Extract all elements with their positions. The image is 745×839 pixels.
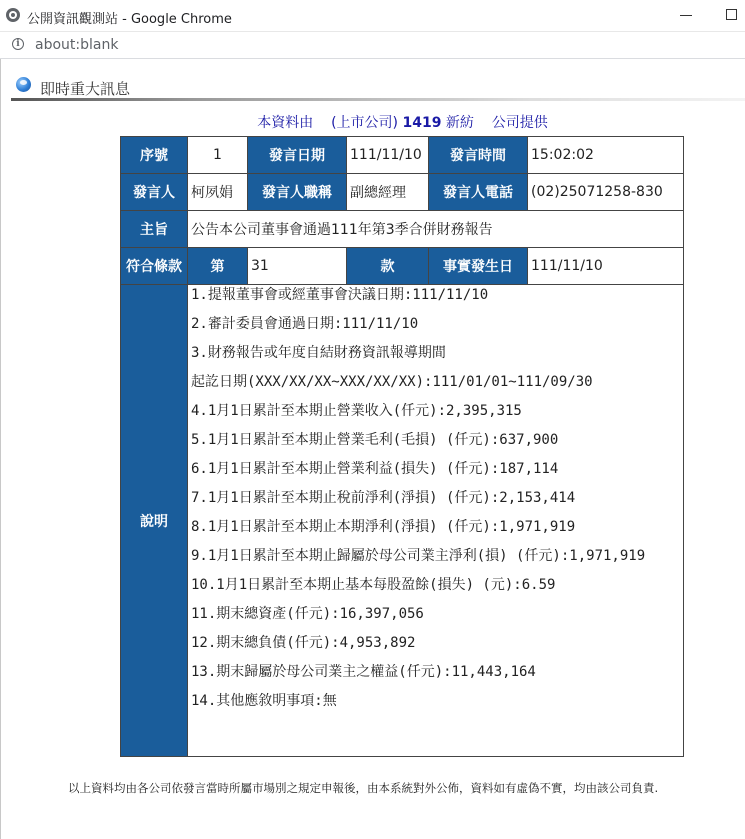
description-line: 2.審計委員會通過日期:111/11/10 — [191, 316, 419, 332]
speaker-title-label: 發言人職稱 — [248, 174, 347, 211]
description-line: 8.1月1日累計至本期止本期淨利(淨損) (仟元):1,971,919 — [191, 519, 576, 535]
subject-value: 公告本公司董事會通過111年第3季合併財務報告 — [188, 211, 684, 248]
phone-value: (02)25071258-830 — [528, 174, 684, 211]
date-value: 111/11/10 — [347, 137, 429, 174]
window-titlebar — [0, 0, 745, 32]
announcement-table — [120, 136, 684, 757]
maximize-icon[interactable] — [726, 9, 737, 20]
description-line: 6.1月1日累計至本期止營業利益(損失) (仟元):187,114 — [191, 461, 559, 477]
address-bar[interactable] — [0, 32, 745, 59]
table-row — [121, 285, 684, 757]
description-line: 4.1月1日累計至本期止營業收入(仟元):2,395,315 — [191, 403, 522, 419]
description-line: 1.提報董事會或經董事會決議日期:111/11/10 — [191, 287, 489, 303]
clause-suffix: 款 — [347, 248, 429, 285]
page-title: 即時重大訊息 — [40, 80, 131, 98]
disclaimer-footer: 以上資料均由各公司依發言當時所屬市場別之規定申報後，由本系統對外公佈，資料如有虛偽不實，均由該公司負責. — [68, 781, 659, 795]
minimize-icon[interactable] — [680, 15, 692, 16]
description-line: 13.期末歸屬於母公司業主之權益(仟元):11,443,164 — [191, 664, 536, 680]
description-line: 起訖日期(XXX/XX/XX~XXX/XX/XX):111/01/01~111/09/30 — [191, 374, 593, 390]
time-label: 發言時間 — [429, 137, 528, 174]
speaker-label: 發言人 — [121, 174, 188, 211]
event-date-label: 事實發生日 — [429, 248, 528, 285]
description-line: 5.1月1日累計至本期止營業毛利(毛損) (仟元):637,900 — [191, 432, 559, 448]
description-label: 說明 — [121, 285, 188, 757]
window-left-border — [0, 59, 1, 839]
table-row — [121, 137, 684, 174]
speaker-title-value: 副總經理 — [347, 174, 429, 211]
info-icon[interactable]: i — [12, 38, 24, 50]
description-line: 12.期末總負債(仟元):4,953,892 — [191, 635, 416, 651]
speaker-value: 柯夙娟 — [188, 174, 248, 211]
provider-line — [0, 112, 745, 132]
table-row — [121, 174, 684, 211]
description-line: 10.1月1日累計至本期止基本每股盈餘(損失) (元):6.59 — [191, 577, 556, 593]
event-date-value: 111/11/10 — [528, 248, 684, 285]
phone-label: 發言人電話 — [429, 174, 528, 211]
date-label: 發言日期 — [248, 137, 347, 174]
description-line: 9.1月1日累計至本期止歸屬於母公司業主淨利(損) (仟元):1,971,919 — [191, 548, 646, 564]
description-line: 14.其他應敘明事項:無 — [191, 693, 337, 709]
serial-label: 序號 — [121, 137, 188, 174]
table-row — [121, 248, 684, 285]
table-row — [121, 211, 684, 248]
provider-code: 1419 — [402, 115, 442, 131]
description-line: 3.財務報告或年度自結財務資訊報導期間 — [191, 345, 446, 361]
window-title: 公開資訊觀測站 - Google Chrome — [27, 12, 232, 27]
clause-value: 31 — [248, 248, 347, 285]
provider-market: (上市公司) — [331, 115, 399, 131]
description-line: 11.期末總資產(仟元):16,397,056 — [191, 606, 424, 622]
description-line: 7.1月1日累計至本期止稅前淨利(淨損) (仟元):2,153,414 — [191, 490, 576, 506]
description-value — [188, 285, 684, 757]
serial-value: 1 — [188, 137, 248, 174]
url-text[interactable]: about:blank — [35, 37, 119, 53]
provider-company: 新紡 — [445, 115, 474, 131]
globe-icon — [16, 77, 31, 92]
heading-divider — [11, 98, 745, 101]
provider-suffix: 公司提供 — [491, 115, 548, 131]
clause-label: 符合條款 — [121, 248, 188, 285]
chrome-app-icon — [6, 8, 20, 22]
clause-prefix: 第 — [188, 248, 248, 285]
time-value: 15:02:02 — [528, 137, 684, 174]
provider-prefix: 本資料由 — [257, 115, 314, 131]
subject-label: 主旨 — [121, 211, 188, 248]
